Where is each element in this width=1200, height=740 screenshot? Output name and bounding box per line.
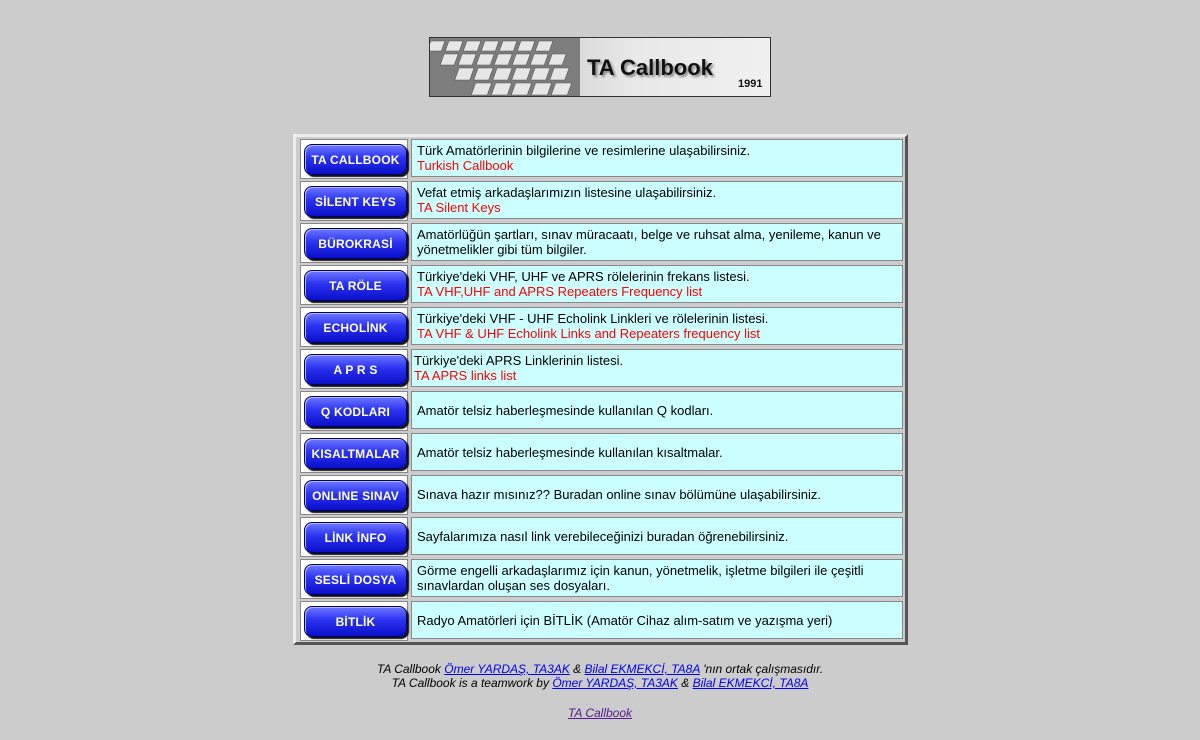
footer-home [0,706,1200,720]
menu-description: Vefat etmiş arkadaşlarımızın listesine ulaşabilirsiniz. [417,185,717,200]
footer-credit-turkish: TA Callbook Ömer YARDAŞ, TA3AK & Bilal EKMEKCİ, TA8A 'nın ortak çalışmasıdır. [376,662,824,676]
aprs-button[interactable]: A P R S [304,354,407,385]
bitlik-button[interactable]: BİTLİK [304,606,407,637]
author-bilal-link[interactable]: Bilal EKMEKCİ, TA8A [584,662,700,676]
menu-description: Sınava hazır mısınız?? Buradan online sınav bölümüne ulaşabilirsiniz. [417,486,821,502]
menu-table [293,134,908,645]
menu-english-description: TA VHF & UHF Echolink Links and Repeaters frequency list [417,326,760,341]
echolink-button[interactable]: ECHOLİNK [304,312,407,343]
sesli-dosya-button[interactable]: SESLİ DOSYA [304,564,407,595]
ta-role-button[interactable]: TA RÖLE [304,270,407,301]
menu-description: Türkiye'deki VHF - UHF Echolink Linkleri ve rölelerinin listesi. [417,311,769,326]
banner-year: 1991 [738,78,763,90]
menu-description: Görme engelli arkadaşlarımız için kanun, yönetmelik, işletme bilgileri ile çeşitli sınavlardan oluşan ses dosyaları. [417,563,864,593]
kisaltmalar-button[interactable]: KISALTMALAR [304,438,407,469]
author-bilal-link[interactable]: Bilal EKMEKCİ, TA8A [692,676,809,690]
menu-english-description: Turkish Callbook [417,158,514,173]
menu-description: Amatör telsiz haberleşmesinde kullanılan Q kodları. [417,402,714,418]
menu-description: Türkiye'deki APRS Linklerinin listesi. [414,353,624,368]
footer-credit-english: TA Callbook is a teamwork by Ömer YARDAŞ, TA3AK & Bilal EKMEKCİ, TA8A [391,676,809,690]
menu-english-description: TA VHF,UHF and APRS Repeaters Frequency list [417,284,703,299]
menu-description: Sayfalarımıza nasıl link verebileceğinizi buradan öğrenebilirsiniz. [417,528,789,544]
author-omer-link[interactable]: Ömer YARDAŞ, TA3AK [552,676,678,690]
ta-callbook-button[interactable]: TA CALLBOOK [304,144,407,175]
menu-description: Amatörlüğün şartları, sınav müracaatı, belge ve ruhsat alma, yenileme, kanun ve yönetmelikler gibi tüm bilgiler. [417,227,881,257]
menu-description: Türk Amatörlerinin bilgilerine ve resimlerine ulaşabilirsiniz. [417,143,751,158]
q-kodlari-button[interactable]: Q KODLARI [304,396,407,427]
site-banner [429,37,771,97]
keyboard-image [430,38,580,96]
author-omer-link[interactable]: Ömer YARDAŞ, TA3AK [444,662,570,676]
online-sinav-button[interactable]: ONLINE SINAV [304,480,407,511]
menu-english-description: TA Silent Keys [417,200,501,215]
home-link[interactable]: TA Callbook [567,706,633,720]
link-info-button[interactable]: LİNK İNFO [304,522,407,553]
burokrasi-button[interactable]: BÜROKRASİ [304,228,407,259]
menu-description: Radyo Amatörleri için BİTLİK (Amatör Cihaz alım-satım ve yazışma yeri) [417,612,833,628]
menu-english-description: TA APRS links list [414,368,517,383]
menu-description: Amatör telsiz haberleşmesinde kullanılan kısaltmalar. [417,444,723,460]
menu-description: Türkiye'deki VHF, UHF ve APRS rölelerinin frekans listesi. [417,269,750,284]
silent-keys-button[interactable]: SİLENT KEYS [304,186,407,217]
banner-title: TA Callbook [587,55,713,80]
